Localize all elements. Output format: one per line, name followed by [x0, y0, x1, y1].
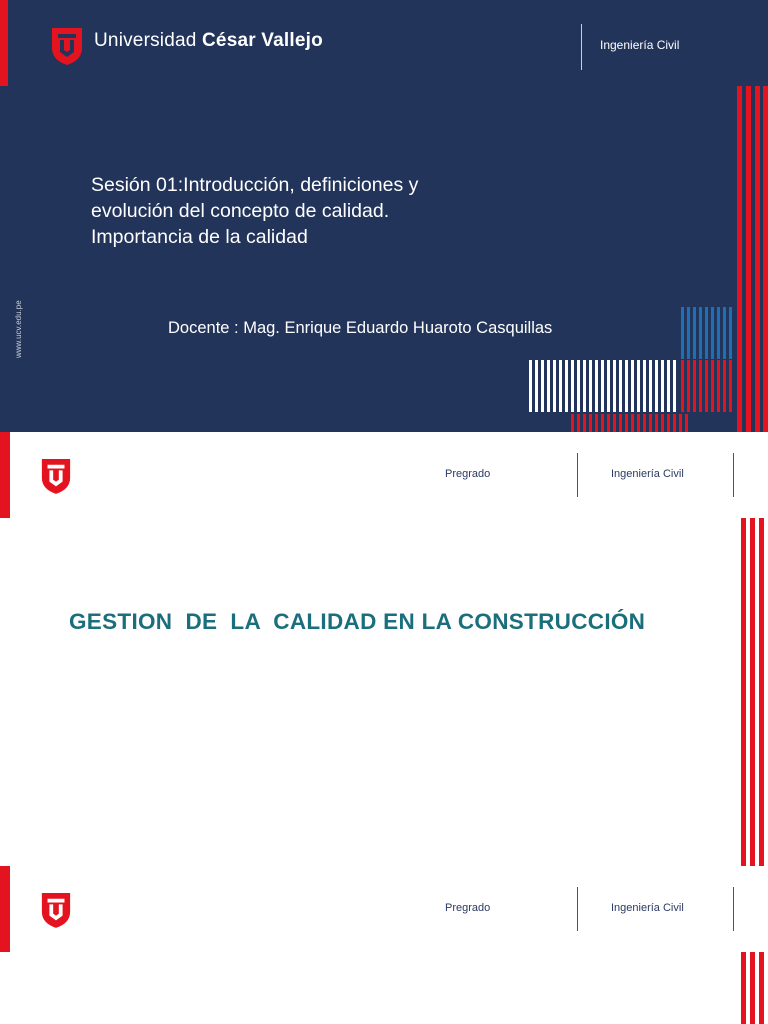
- blue-stripes: [681, 307, 732, 359]
- stripe-decoration: [0, 866, 768, 1024]
- red-stripes: [741, 952, 764, 1024]
- nav-pregrado: Pregrado: [445, 902, 491, 914]
- session-title-line-1: Sesión 01:Introducción, definiciones y: [91, 174, 419, 196]
- red-stripes: [741, 518, 764, 866]
- stripe-decoration: [0, 0, 768, 432]
- teacher-name: Docente : Mag. Enrique Eduardo Huaroto Casquillas: [168, 319, 553, 337]
- university-name-regular: Universidad: [94, 30, 203, 51]
- next-slide: [0, 866, 768, 1024]
- course-title-slide: [0, 432, 768, 866]
- title-slide: [0, 0, 768, 432]
- program-label: Ingeniería Civil: [600, 38, 680, 52]
- stripe-decoration: [0, 432, 768, 866]
- website-url: www.ucv.edu.pe: [14, 300, 23, 358]
- nav-program: Ingeniería Civil: [611, 468, 684, 480]
- nav-program: Ingeniería Civil: [611, 902, 684, 914]
- university-name-bold: César Vallejo: [202, 30, 323, 51]
- white-stripes: [529, 360, 676, 412]
- session-title-line-2: evolución del concepto de calidad.: [91, 200, 390, 222]
- course-heading: GESTION DE LA CALIDAD EN LA CONSTRUCCIÓN: [69, 609, 646, 634]
- session-title-line-3: Importancia de la calidad: [91, 226, 308, 248]
- nav-pregrado: Pregrado: [445, 468, 491, 480]
